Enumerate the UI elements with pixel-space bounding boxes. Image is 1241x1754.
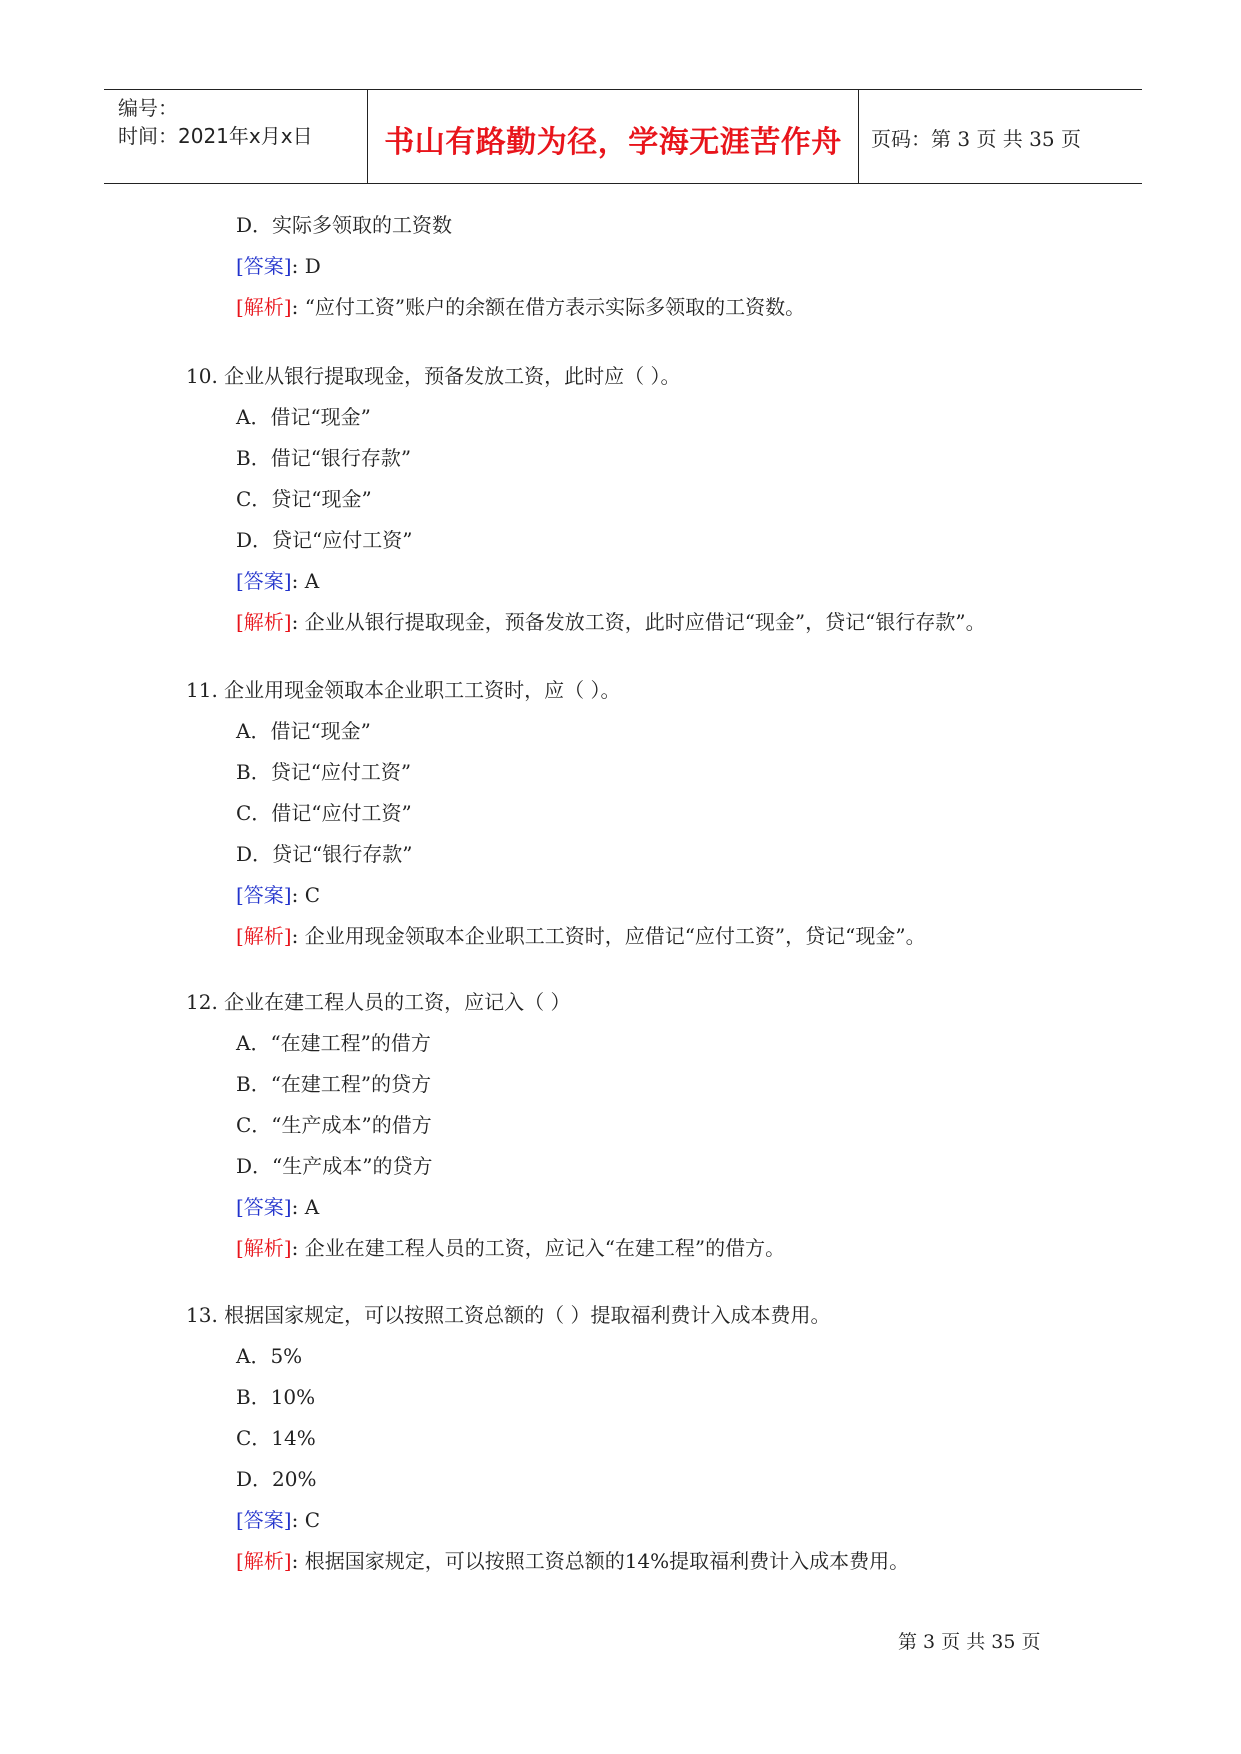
line-text: D．20% xyxy=(236,1467,317,1491)
line-text: 12. 企业在建工程人员的工资，应记入（ ） xyxy=(186,990,571,1014)
explanation-line xyxy=(236,924,926,948)
line-text: : 企业从银行提取现金，预备发放工资，此时应借记“现金”，贷记“银行存款”。 xyxy=(291,610,986,634)
answer-option xyxy=(236,842,412,866)
answer-line xyxy=(236,1508,320,1532)
explanation-line xyxy=(236,1236,785,1260)
line-text: : C xyxy=(291,883,321,907)
explanation-tag: [解析] xyxy=(236,610,292,634)
answer-option xyxy=(236,1426,316,1450)
answer-option xyxy=(236,719,371,743)
answer-tag: [答案] xyxy=(236,1508,292,1532)
line-text: : A xyxy=(291,1195,320,1219)
answer-line xyxy=(236,569,319,593)
question-stem xyxy=(186,364,681,388)
line-text: : “应付工资”账户的余额在借方表示实际多领取的工资数。 xyxy=(291,295,806,319)
explanation-line xyxy=(236,295,805,319)
line-text: B．10% xyxy=(236,1385,316,1409)
page-footer: 第 3 页 共 35 页 xyxy=(898,1631,1041,1653)
answer-option xyxy=(236,760,411,784)
page-total: 35 xyxy=(1029,127,1055,151)
answer-option xyxy=(236,1031,431,1055)
explanation-tag: [解析] xyxy=(236,924,292,948)
line-text: : C xyxy=(291,1508,321,1532)
answer-option xyxy=(236,405,371,429)
line-text: A．“在建工程”的借方 xyxy=(236,1031,431,1055)
line-text: A．5% xyxy=(236,1344,303,1368)
motto: 书山有路勤为径，学海无涯苦作舟 xyxy=(384,125,842,160)
answer-tag: [答案] xyxy=(236,883,292,907)
line-text: D．贷记“应付工资” xyxy=(236,528,413,552)
header-center-cell xyxy=(367,90,859,183)
answer-option xyxy=(236,213,452,237)
line-text: 11. 企业用现金领取本企业职工工资时，应（ ）。 xyxy=(186,678,621,702)
explanation-line xyxy=(236,610,986,634)
line-text: A．借记“现金” xyxy=(236,405,371,429)
answer-option xyxy=(236,1344,302,1368)
line-text: B．“在建工程”的贷方 xyxy=(236,1072,432,1096)
answer-option xyxy=(236,1072,431,1096)
answer-option xyxy=(236,1113,432,1137)
line-text: 10. 企业从银行提取现金，预备发放工资，此时应（ ）。 xyxy=(186,364,681,388)
answer-option xyxy=(236,1385,315,1409)
page-end: 页 xyxy=(1060,127,1081,151)
answer-option xyxy=(236,1154,432,1178)
time-label: 时间：2021年x月x日 xyxy=(118,124,313,148)
answer-tag: [答案] xyxy=(236,569,292,593)
page-number: 3 xyxy=(957,127,971,151)
question-stem xyxy=(186,678,621,702)
line-text: : 根据国家规定，可以按照工资总额的14%提取福利费计入成本费用。 xyxy=(291,1549,910,1573)
explanation-tag: [解析] xyxy=(236,295,292,319)
page-indicator xyxy=(871,123,1081,152)
explanation-line xyxy=(236,1549,909,1573)
page-label: 页码：第 xyxy=(871,127,951,151)
answer-option xyxy=(236,487,372,511)
answer-tag: [答案] xyxy=(236,1195,292,1219)
answer-line xyxy=(236,1195,319,1219)
line-text: C．“生产成本”的借方 xyxy=(236,1113,432,1137)
line-text: B．贷记“应付工资” xyxy=(236,760,412,784)
header-left-cell xyxy=(104,90,367,183)
line-text: A．借记“现金” xyxy=(236,719,371,743)
line-text: D．“生产成本”的贷方 xyxy=(236,1154,433,1178)
line-text: : A xyxy=(291,569,320,593)
page-header xyxy=(104,89,1142,184)
line-text: C．借记“应付工资” xyxy=(236,801,412,825)
line-text: : 企业用现金领取本企业职工工资时，应借记“应付工资”，贷记“现金”。 xyxy=(291,924,926,948)
answer-line xyxy=(236,254,321,278)
line-text: D．实际多领取的工资数 xyxy=(236,213,453,237)
line-text: : 企业在建工程人员的工资，应记入“在建工程”的借方。 xyxy=(291,1236,786,1260)
line-text: : D xyxy=(291,254,321,278)
answer-option xyxy=(236,446,411,470)
line-text: B．借记“银行存款” xyxy=(236,446,412,470)
line-text: C．贷记“现金” xyxy=(236,487,372,511)
answer-line xyxy=(236,883,320,907)
serial-label: 编号： xyxy=(118,96,178,120)
question-stem xyxy=(186,1303,831,1327)
answer-option xyxy=(236,528,412,552)
answer-option xyxy=(236,801,412,825)
question-stem xyxy=(186,990,571,1014)
explanation-tag: [解析] xyxy=(236,1549,292,1573)
line-text: D．贷记“银行存款” xyxy=(236,842,413,866)
line-text: 13. 根据国家规定，可以按照工资总额的（ ）提取福利费计入成本费用。 xyxy=(186,1303,831,1327)
page-mid: 页 共 xyxy=(976,127,1023,151)
explanation-tag: [解析] xyxy=(236,1236,292,1260)
line-text: C．14% xyxy=(236,1426,316,1450)
answer-tag: [答案] xyxy=(236,254,292,278)
answer-option xyxy=(236,1467,317,1491)
header-right-cell xyxy=(859,90,1142,183)
